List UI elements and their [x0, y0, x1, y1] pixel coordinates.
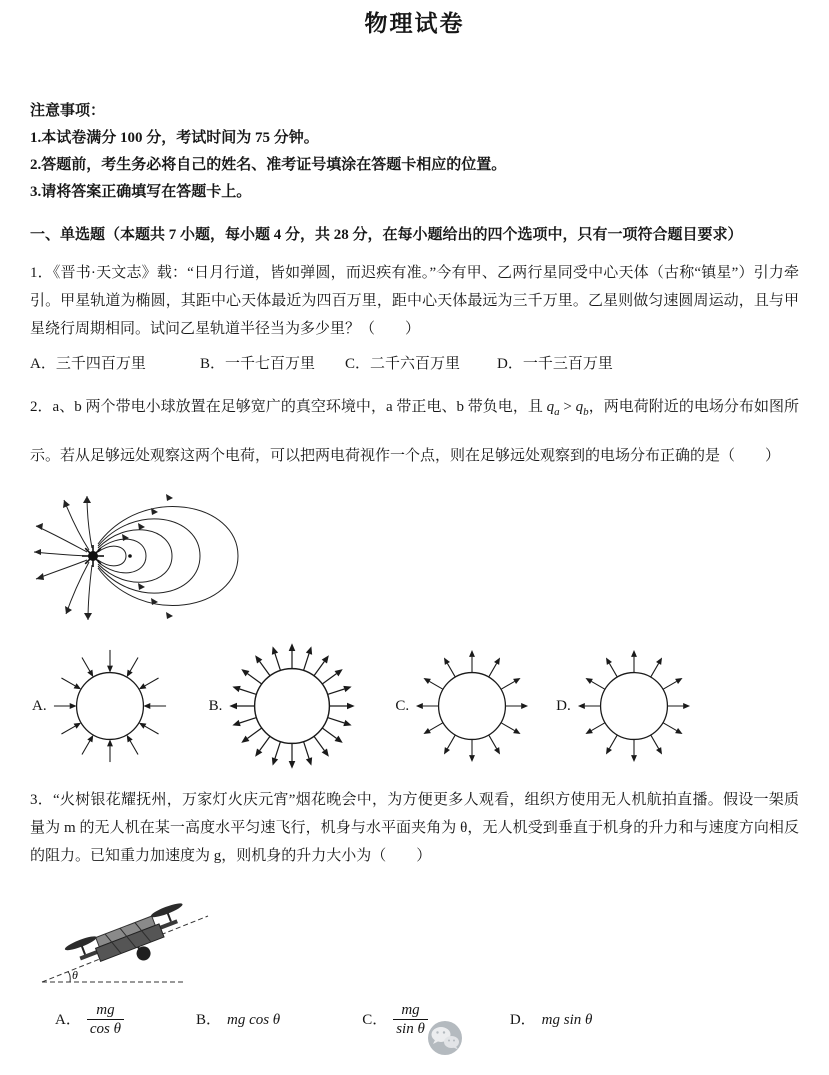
angle-arc: [68, 972, 71, 983]
dipole-field-figure: [30, 480, 245, 638]
option-label: B．: [195, 1011, 221, 1028]
notice-section: [30, 98, 799, 206]
section-1-heading: 一、单选题（本题共 7 小题，每小题 4 分，共 28 分，在每小题给出的四个选项中，只有一项符合题目要求）: [30, 227, 743, 243]
question-1-stem: 1．《晋书·天文志》载：“日月行道，皆如弹圆，而迟疾有准。”今有甲、乙两行星同受中心天体（古称“镇星”）引力牵引。甲星轨道为椭圆，其距中心天体最近为四百万里，距中心天体最远为三千万里。乙星则做匀速圆周运动，且与甲星绕行周期相同。试问乙星轨道半径当为多少里？（ ）: [30, 265, 799, 337]
question-2-option-d: [556, 647, 693, 765]
question-3-option-b: [196, 1007, 280, 1033]
charge-a-marker: [82, 545, 104, 567]
question-1-option-b: [200, 351, 345, 377]
inline-formula: mg sin θ: [541, 1011, 593, 1028]
question-2-stem: 2．a、b 两个带电小球放置在足够宽广的真空环境中，a 带正电、b 带负电，且 $q_a > q_b$，两电荷附近的电场分布如图所示。若从足够远处观察这两个电荷，可以把两电荷视作一个点，则在足够远处观察到的电场分布正确的是（ ）: [30, 399, 799, 464]
option-label: A.: [32, 697, 47, 714]
notice-item-1: 1.本试卷满分 100 分，考试时间为 75 分钟。: [30, 130, 319, 146]
question-2-option-figures: [30, 640, 799, 772]
fraction-formula: $\frac{mg}{\text{cos θ}}$: [87, 1001, 124, 1038]
option-label: A．: [55, 1011, 81, 1028]
option-label: C.: [395, 697, 410, 714]
question-2-option-b: [209, 640, 359, 772]
drone-body: [64, 901, 197, 986]
question-3-option-c: [362, 1001, 428, 1038]
option-label: D.: [556, 697, 571, 714]
question-1-option-c: [345, 351, 497, 377]
question-2-stem-text: 2．a、b 两个带电小球放置在足够宽广的真空环境中，a 带正电、b 带负电，且: [30, 399, 547, 415]
option-text: 三千四百万里: [55, 356, 146, 372]
question-1-option-a: [30, 351, 200, 377]
option-label: A．: [30, 356, 56, 372]
option-label: D．: [497, 356, 523, 372]
radial-field-outward-dense-figure: [226, 640, 358, 772]
option-label: B．: [200, 356, 226, 372]
question-2-option-a: [32, 647, 169, 765]
option-label: C．: [345, 356, 371, 372]
question-1-options: [30, 351, 799, 377]
charge-b-marker: [128, 554, 132, 558]
option-label: D．: [509, 1011, 536, 1028]
option-label: B.: [208, 697, 223, 714]
option-label: C．: [362, 1011, 388, 1028]
question-3-stem: 3．“火树银花耀抚州，万家灯火庆元宵”烟花晚会中，为方便更多人观看，组织方使用无人机航拍直播。假设一架质量为 m 的无人机在某一高度水平匀速飞行，机身与水平面夹角为 θ，无人机受到垂直于机身的升力和与速度方向相反的阻力。已知重力加速度为 g，则机身的升力大小为（ ）: [30, 792, 799, 864]
question-2-option-c: [395, 647, 531, 765]
field-arrowheads: [34, 494, 173, 620]
question-3-option-a: [55, 1001, 124, 1038]
qa-symbol: $q_a$: [546, 399, 560, 418]
option-text: 二千六百万里: [370, 356, 461, 372]
left-rotor: [64, 934, 98, 953]
fraction-formula: $\frac{mg}{\text{sin θ}}$: [393, 1001, 428, 1038]
notice-heading: 注意事项：: [30, 103, 106, 119]
qb-symbol: $q_b$: [575, 399, 589, 418]
theta-label: θ: [72, 968, 78, 982]
question-2-stem-text2: ，两电荷附近的电场分布如图所示。若从足够远处观察这两个电荷，可以把两电荷视作一个点，则在足够远处观察到的电场分布正确的是（ ）: [30, 399, 799, 464]
wechat-icon: [424, 1018, 468, 1060]
radial-field-outward-figure: [575, 647, 693, 765]
drone-figure: [36, 886, 216, 991]
right-rotor: [150, 901, 184, 920]
notice-item-3: 3.请将答案正确填写在答题卡上。: [30, 184, 252, 200]
option-text: 一千七百万里: [225, 356, 316, 372]
option-text: 一千三百万里: [522, 356, 613, 372]
page-title: 物理试卷: [364, 11, 465, 36]
question-1-option-d: [497, 351, 613, 377]
radial-field-outward-figure: [413, 647, 531, 765]
notice-item-2: 2.答题前，考生务必将自己的姓名、准考证号填涂在答题卡相应的位置。: [30, 157, 507, 173]
question-3-option-d: [510, 1007, 593, 1033]
radial-field-inward-figure: [51, 647, 169, 765]
question-3-options: [30, 1001, 799, 1038]
inline-formula: mg cos θ: [226, 1011, 281, 1028]
